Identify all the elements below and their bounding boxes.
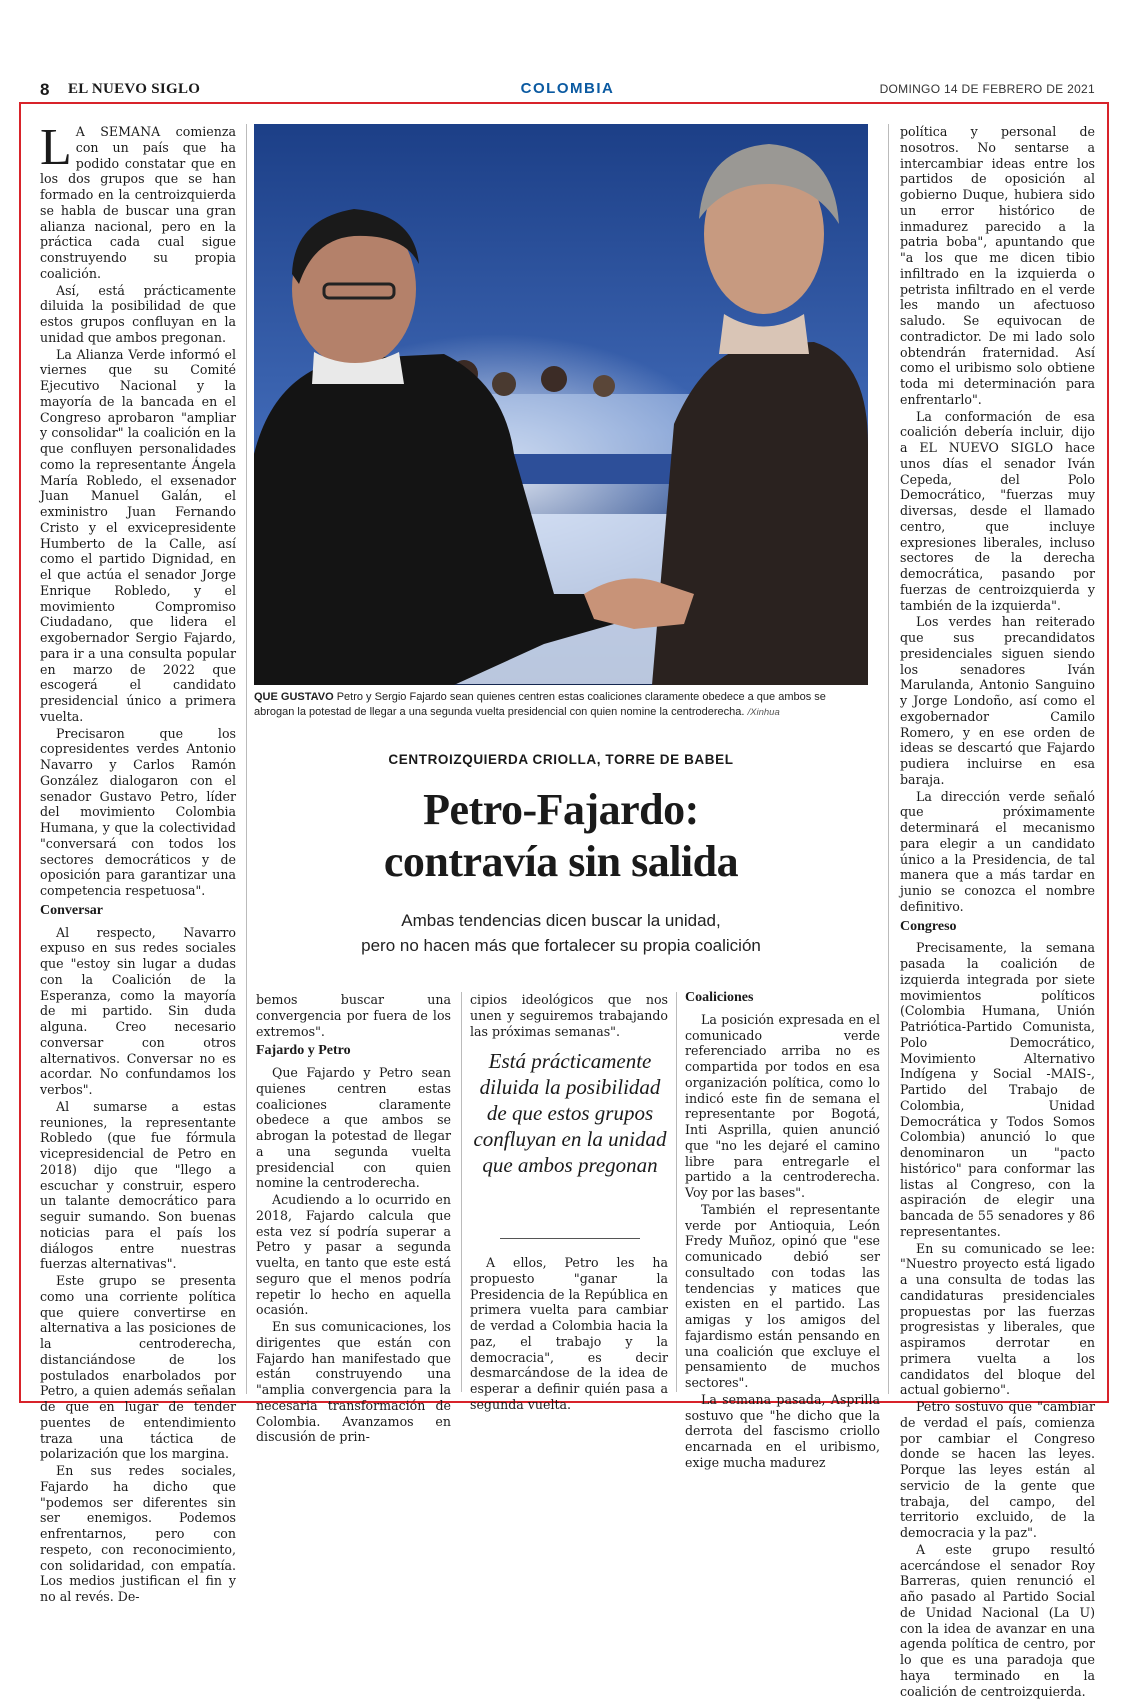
- paragraph: Precisamente, la semana pasada la coalición de izquierda integrada por siete movimientos políticos (Colombia Humana, Unión Patriótica-Partido Comunista, Polo Democrático, Movimiento Alternativo Indígena y Social -MAIS-, Partido del Trabajo de Colombia, Unidad Democrática y Todos Somos Colombia) anunció lo que denominaron un "pacto histórico" para conformar las listas al Congreso, con la aspiración de elegir una bancada de 55 senadores y 86 representantes.: [900, 940, 1095, 1239]
- subhead-coaliciones: Coaliciones: [685, 990, 754, 1005]
- paragraph: A ellos, Petro les ha propuesto "ganar la Presidencia de la República en primera vuelta para cambiar de verdad a Colombia hacia la paz, el trabajo y la democracia", es decir desmarcándose de la idea de esperar a definir quién pasa a segunda vuelta.: [470, 1255, 668, 1412]
- caption-text: Petro y Sergio Fajardo sean quienes centren estas coaliciones claramente obedece a que ambos se abrogan la potestad de llegar a una segunda vuelta presidencial con quien nomine la centroderecha.: [254, 691, 826, 718]
- column-2: [256, 992, 451, 1445]
- column-divider: [246, 124, 247, 1394]
- column-5: [900, 124, 1095, 1699]
- paragraph: En sus comunicaciones, los dirigentes que están con Fajardo han manifestado que están construyendo una "amplia convergencia para la necesaria transformación de Colombia. Avanzamos en discusión de prin-: [256, 1319, 451, 1445]
- paragraph: La semana pasada, Asprilla sostuvo que "he dicho que la derrota del fascismo criollo encarnada en el uribismo, exige mucha madurez: [685, 1391, 880, 1470]
- paragraph: La dirección verde señaló que próximamente determinará el mecanismo para elegir a un candidato único a la Presidencia, de tal manera que a más tardar en junio se conozca el nombre definitivo.: [900, 788, 1095, 914]
- paragraph: Petro sostuvo que "cambiar de verdad el país, comienza por cambiar el Congreso donde se hacen las leyes. Porque las leyes están al servicio de la gente que trabaja, del campo, del territorio excluido, de la democracia y la paz".: [900, 1399, 1095, 1540]
- lead-paragraph: L A SEMANA comienza con un país que ha podido constatar que en los dos grupos que se han formado en la centroizquierda se habla de buscar una gran alianza nacional, pero en la práctica cada cual sigue construyendo su propia coalición.: [40, 119, 236, 281]
- paragraph: A este grupo resultó acercándose el senador Roy Barreras, quien renunció el año pasado al Partido Social de Unidad Nacional (La U) con la idea de avanzar en una agenda política de centro, por lo que es una paradoja que haya terminado en la coalición de centroizquierda.: [900, 1541, 1095, 1699]
- kicker: CENTROIZQUIERDA CRIOLLA, TORRE DE BABEL: [388, 752, 734, 767]
- subheadline: [254, 908, 868, 958]
- news-photo: [254, 124, 868, 685]
- subheadline-line-1: Ambas tendencias dicen buscar la unidad,: [401, 911, 721, 930]
- paragraph: En sus redes sociales, Fajardo ha dicho que "podemos ser diferentes sin ser enemigos. Podemos enfrentarnos, pero con respeto, con reconocimiento, con solidaridad, con empatía. Los medios justifican el fin y no al revés. De-: [40, 1463, 236, 1604]
- column-3-bottom: [470, 1255, 668, 1412]
- column-3-top: [470, 992, 668, 1052]
- subhead-congreso: Congreso: [900, 918, 957, 934]
- headline-line-1: Petro-Fajardo:: [423, 785, 699, 834]
- paragraph: Este grupo se presenta como una corriente política que quiere convertirse en alternativa a las posiciones de la centroderecha, distanciándose de los postulados enarbolados por Petro, a quien además señalan de que en lugar de tender puentes de entendimiento traza una táctica de polarización que los margina.: [40, 1273, 236, 1462]
- issue-date: DOMINGO 14 DE FEBRERO DE 2021: [879, 82, 1095, 96]
- subhead-conversar: Conversar: [40, 902, 103, 918]
- page-header: [40, 80, 1095, 100]
- paragraph: La posición expresada en el comunicado verde referenciado arriba no es compartida por todos en esa organización política, como lo indicó este fin de semana el representante por Bogotá, Inti Asprilla, quien anunció que "no les dejaré el camino libre para entregarle el partido a la centroderecha. Voy por las bases".: [685, 1011, 880, 1200]
- paragraph: política y personal de nosotros. No sentarse a intercambiar ideas entre los partidos de oposición al gobierno Duque, hubiera sido un error histórico de inmadurez parecido a la patria boba", apuntando que "a los que me dicen tibio infiltrado en la izquierda o petrista infiltrado en el verde les mando un afectuoso saludo. Se equivocan de contradictor. De mi lado solo obtendrán fraternidad. Así como el uribismo solo obtiene toda mi determinación para enfrentarlo".: [900, 124, 1095, 407]
- column-divider: [888, 124, 889, 1394]
- column-divider: [461, 992, 462, 1392]
- handshake-photo-illustration: [254, 124, 868, 685]
- column-1: [40, 119, 236, 1604]
- paragraph: bemos buscar una convergencia por fuera de los extremos".: [256, 992, 451, 1039]
- paragraph: Acudiendo a lo ocurrido en 2018, Fajardo calcula que esta vez sí podría superar a Petro y pasar a segunda vuelta, en tanto que este está seguro que el menos podría repetir lo hecho en aquella ocasión.: [256, 1192, 451, 1318]
- headline-line-2: contravía sin salida: [383, 837, 739, 886]
- pull-quote-divider: [500, 1238, 640, 1239]
- headline: [254, 784, 868, 888]
- caption-lead: QUE GUSTAVO: [254, 691, 334, 703]
- subhead-fajardo-y-petro: Fajardo y Petro: [256, 1043, 351, 1059]
- column-divider: [676, 992, 677, 1392]
- photo-caption: [254, 690, 868, 720]
- subheadline-line-2: pero no hacen más que fortalecer su propia coalición: [361, 936, 761, 955]
- paragraph: cipios ideológicos que nos unen y seguiremos trabajando las próximas semanas".: [470, 992, 668, 1039]
- newspaper-name: EL NUEVO SIGLO: [68, 81, 201, 97]
- drop-cap: L: [40, 119, 72, 176]
- paragraph: Al respecto, Navarro expuso en sus redes sociales que "estoy sin lugar a dudas con la Coalición de la Esperanza, como la mayoría de mi partido. Sin duda alguna. Creo necesario conversar con otros alternativos. Conversar no es acordar. No confundamos los verbos".: [40, 924, 236, 1097]
- page-number: 8: [40, 80, 50, 99]
- paragraph: Que Fajardo y Petro sean quienes centren estas coaliciones claramente obedece a que ambos se abrogan la potestad de llegar a una segunda vuelta presidencial con quien nomine la centroderecha.: [256, 1065, 451, 1191]
- paragraph: Así, está prácticamente diluida la posibilidad de que estos grupos confluyan en la unidad que ambos pregonan.: [40, 282, 236, 345]
- paragraph: También el representante verde por Antioquia, León Fredy Muñoz, opinó que "ese comunicado debió ser consultado con todas las tendencias y matices que existen en el partido. Las amigas y los amigos del fajardismo están pensando en una coalición que excluye el pensamiento de muchos sectores".: [685, 1201, 880, 1390]
- paragraph: Precisaron que los copresidentes verdes Antonio Navarro y Carlos Ramón González dialogaron con el senador Gustavo Petro, líder del movimiento Colombia Humana, y que la colectividad "conversará con todos los sectores democráticos y de oposición para garantizar una competencia respetuosa".: [40, 725, 236, 898]
- paragraph: Los verdes han reiterado que sus precandidatos presidenciales siguen siendo los senadores Iván Marulanda, Antonio Sanguino y Jorge Londoño, así como el exgobernador Camilo Romero, y en ese orden de ideas se descartó que Fajardo pudiera incluirse en esa baraja.: [900, 614, 1095, 787]
- pull-quote: Está prácticamente diluida la posibilidad de que estos grupos confluyan en la unidad que ambos pregonan: [473, 1049, 667, 1177]
- paragraph: En su comunicado se lee: "Nuestro proyecto está ligado a una consulta de todas las candidaturas presidenciales propuestas por las fuerzas progresistas y liberales, que aspiramos derrotar en primera vuelta a los candidatos del bloque del actual gobierno".: [900, 1240, 1095, 1398]
- paragraph: La Alianza Verde informó el viernes que su Comité Ejecutivo Nacional y la mayoría de la bancada en el Congreso aprobaron "ampliar y consolidar" la coalición en la que confluyen personalidades como la representante Ángela María Robledo, el exsenador Juan Manuel Galán, el exministro Juan Fernando Cristo y el exvicepresidente Humberto de la Calle, así como el partido Dignidad, en el que actúa el senador Jorge Enrique Robledo, y el movimiento Compromiso Ciudadano, que lidera el exgobernador Sergio Fajardo, para ir a una consulta popular en marzo de 2022 que escogerá el candidato presidencial único a primera vuelta.: [40, 346, 236, 724]
- column-4: [685, 990, 880, 1470]
- paragraph: Al sumarse a estas reuniones, la representante Robledo (que fue fórmula vicepresidencial de Petro en 2018) dijo que "llego a escuchar y construir, espero un talante democrático para seguir sumando. Son buenas noticias para el país los diálogos entre nuestras fuerzas alternativas".: [40, 1098, 236, 1272]
- paragraph: La conformación de esa coalición debería incluir, dijo a EL NUEVO SIGLO hace unos días el senador Iván Cepeda, del Polo Democrático, "fuerzas muy diversas, desde el llamado centro, que incluye expresiones liberales, incluso sectores de la derecha democrática, pasando por fuerzas de centroizquierda y también de la izquierda".: [900, 408, 1095, 613]
- photo-credit: /Xinhua: [747, 707, 780, 718]
- section-name: COLOMBIA: [520, 80, 615, 97]
